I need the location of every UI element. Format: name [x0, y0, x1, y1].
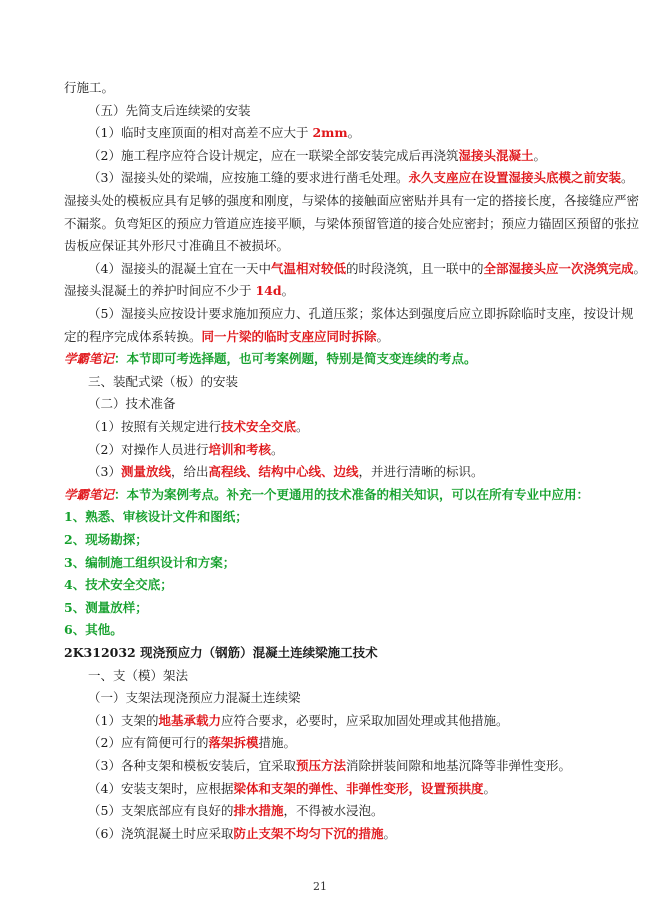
text-segment: （1）支架的 [88, 712, 159, 728]
text-line [64, 532, 584, 548]
highlight-text: 湿接头混凝土 [458, 147, 534, 163]
text-line [88, 419, 608, 435]
text-segment: 行施工。 [64, 80, 115, 95]
text-line [88, 260, 646, 277]
text-segment: （2）施工程序应符合设计规定，应在一联梁全部安装完成后再浇筑 [88, 147, 459, 163]
text-line [64, 193, 640, 209]
page-number: 21 [313, 880, 327, 893]
text-line [64, 80, 584, 96]
text-segment: （1）临时支座顶面的相对高差不应大于 [88, 125, 313, 141]
text-line [88, 374, 608, 390]
text-segment: 一、支（模）架法 [88, 667, 189, 683]
text-segment: 。 [281, 283, 295, 299]
text-line [64, 351, 584, 367]
highlight-text: 测量放线 [120, 464, 171, 480]
highlight-text: 排水措施 [233, 803, 284, 819]
note-label: 学霸笔记 [64, 486, 115, 502]
text-line [88, 668, 608, 684]
text-line [64, 283, 584, 299]
highlight-text: 落架拆模 [208, 735, 259, 751]
text-segment: 。 [633, 260, 646, 276]
text-line [88, 826, 608, 842]
text-segment: （五）先简支后连续梁的安装 [88, 102, 251, 118]
text-segment: 。 [295, 419, 309, 434]
text-segment: （4）安装支架时，应根据 [88, 780, 234, 796]
text-segment: 应符合要求，必要时，应采取加固处理或其他措施。 [220, 712, 509, 728]
note-label: 学霸笔记 [64, 351, 115, 367]
text-line [64, 486, 590, 503]
highlight-text: 全部湿接头应一次浇筑完成 [483, 260, 634, 276]
note-text: 4、技术安全交底； [64, 577, 173, 593]
text-segment: （5）支架底部应有良好的 [88, 803, 234, 819]
note-text: 1、熟悉、审核设计文件和图纸； [64, 509, 248, 525]
text-segment: 。 [533, 147, 546, 163]
text-segment: 定的程序完成体系转换。 [64, 328, 202, 344]
text-line [64, 622, 584, 638]
text-segment: （3） [88, 464, 121, 480]
text-segment: （2）对操作人员进行 [88, 441, 209, 457]
text-segment: （6）浇筑混凝土时应采取 [88, 825, 234, 841]
text-segment: （二）技术准备 [88, 396, 176, 412]
text-line [88, 758, 608, 774]
highlight-text: 2mm [312, 125, 348, 141]
text-line [88, 781, 608, 797]
text-line [88, 735, 608, 751]
text-line [64, 238, 584, 254]
text-segment: （2）应有简便可行的 [88, 735, 209, 751]
text-segment: ，并进行清晰的标识。 [358, 464, 484, 480]
text-line [88, 442, 608, 458]
text-segment: 消除拼装间隙和地基沉降等非弹性变形。 [345, 758, 571, 773]
text-segment: 。 [347, 125, 361, 141]
highlight-text: 梁体和支架的弹性、非弹性变形，设置预拱度 [233, 780, 484, 796]
text-line [88, 103, 608, 119]
text-segment: ，给出 [170, 464, 209, 480]
note-text: 5、测量放样； [64, 599, 148, 615]
note-text: 3、编制施工组织设计和方案； [64, 554, 236, 570]
text-line [64, 215, 640, 232]
note-text: 6、其他。 [64, 622, 123, 638]
text-segment: 。 [376, 328, 390, 344]
highlight-text: 同一片梁的临时支座应同时拆除 [201, 328, 377, 344]
text-line [88, 148, 608, 164]
text-segment: （3）各种支架和模板安装后，宜采取 [88, 758, 296, 773]
text-segment: （3）湿接头处的梁端，应按施工缝的要求进行凿毛处理。 [88, 170, 409, 186]
text-segment: 2K312032 现浇预应力（钢筋）混凝土连续梁施工技术 [64, 645, 378, 660]
text-line [88, 690, 608, 706]
text-segment: （一）支架法现浇预应力混凝土连续梁 [88, 690, 301, 706]
highlight-text: 气温相对较低 [270, 260, 346, 276]
text-line [88, 713, 608, 729]
text-line [88, 125, 608, 141]
highlight-text: 预压方法 [295, 758, 346, 773]
text-segment: 不漏浆。负弯矩区的预应力管道应连接平顺，与梁体预留管道的接合处应密封；预应力锚固区预留的张拉 [64, 215, 640, 231]
text-segment: 措施。 [258, 735, 296, 751]
text-segment: （4）湿接头的混凝土宜在一天中 [88, 260, 271, 276]
highlight-text: 14d [255, 283, 282, 299]
highlight-text: 高程线、结构中心线、边线 [208, 464, 359, 480]
note-text: 2、现场勘探； [64, 532, 148, 547]
text-line [88, 170, 634, 186]
highlight-text: 永久支座应在设置湿接头底模之前安装 [408, 170, 621, 186]
text-line [88, 803, 608, 819]
text-line [64, 577, 584, 593]
text-segment: ，不得被水浸泡。 [283, 803, 384, 819]
text-segment: 。 [620, 170, 634, 186]
text-segment: 齿板应保证其外形尺寸准确且不被损坏。 [64, 238, 290, 254]
note-text: ：本节为案例考点。补充一个更通用的技术准备的相关知识，可以在所有专业中应用： [114, 486, 590, 502]
text-line [64, 555, 584, 571]
text-segment: 三、装配式梁（板）的安装 [88, 373, 239, 389]
text-line [64, 509, 584, 525]
text-line [88, 464, 608, 480]
text-segment: 。 [270, 441, 284, 457]
text-segment: 湿接头混凝土的养护时间应不少于 [64, 283, 256, 299]
note-text: ：本节即可考选择题，也可考案例题，特别是简支变连续的考点。 [114, 351, 477, 367]
text-line [64, 329, 584, 345]
text-segment: （1）按照有关规定进行 [88, 419, 221, 434]
text-segment: 的时段浇筑，且一联中的 [345, 260, 484, 276]
text-line [88, 396, 608, 412]
highlight-text: 培训和考核 [208, 441, 271, 457]
text-segment: （5）湿接头应按设计要求施加预应力、孔道压浆；浆体达到强度后应立即拆除临时支座，按设计规 [88, 306, 634, 321]
text-segment: 湿接头处的模板应具有足够的强度和刚度，与梁体的接触面应密贴并具有一定的搭接长度，各接缝应严密 [64, 193, 640, 208]
text-line [88, 306, 634, 322]
text-segment: 。 [383, 825, 396, 841]
text-segment: 。 [483, 780, 496, 796]
text-line [64, 645, 584, 661]
text-line [64, 600, 584, 616]
highlight-text: 地基承载力 [158, 712, 221, 728]
highlight-text: 防止支架不均匀下沉的措施 [233, 825, 384, 841]
highlight-text: 技术安全交底 [220, 419, 296, 434]
